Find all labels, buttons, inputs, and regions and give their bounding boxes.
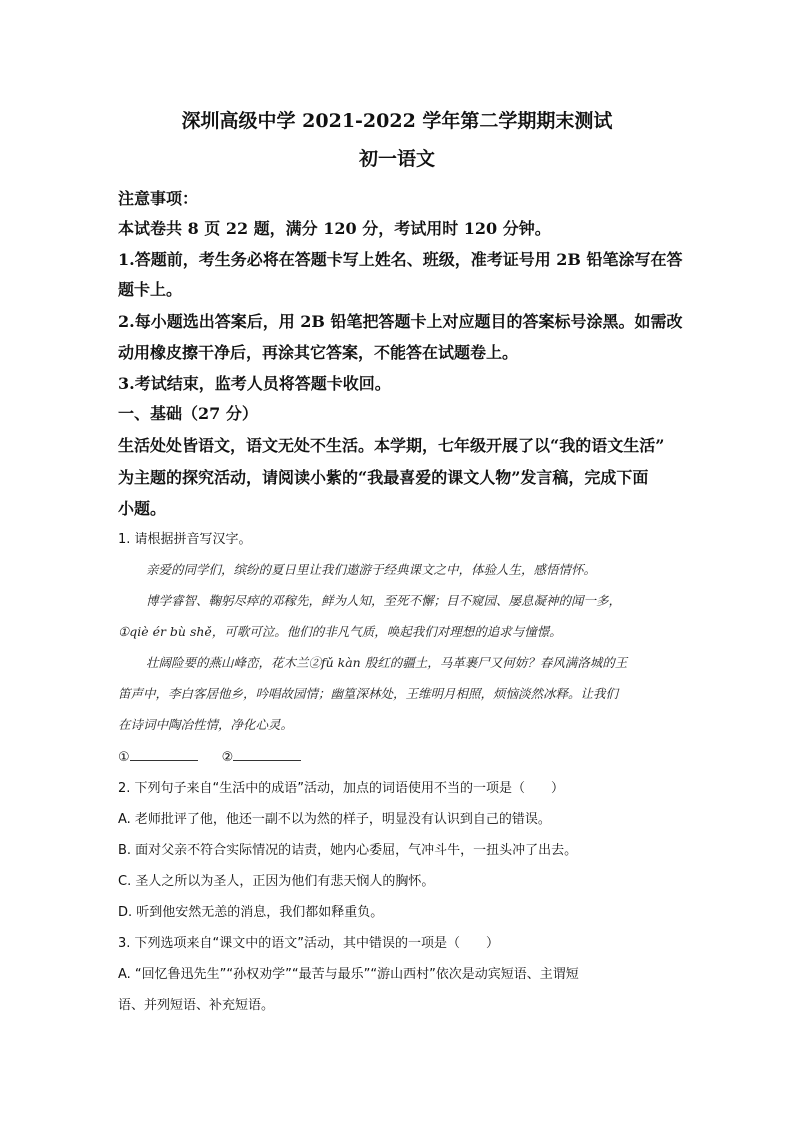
q2-stem: 2. 下列句子来自“生活中的成语”活动，加点的词语使用不当的一项是（ ） xyxy=(118,781,565,796)
q1-blank-2-label: ② xyxy=(221,750,234,765)
section-intro-1: 生活处处皆语文，语文无处不生活。本学期，七年级开展了以“我的语文生活” xyxy=(118,436,665,455)
exam-subject: 初一语文 xyxy=(358,148,435,170)
notes-item-1: 1.答题前，考生务必将在答题卡写上姓名、班级，准考证号用 2B 铅笔涂写在答 xyxy=(118,250,683,269)
section-intro-2: 为主题的探究活动，请阅读小紫的“我最喜爱的课文人物”发言稿，完成下面 xyxy=(118,468,649,487)
q3-option-a: A. “回忆鲁迅先生”“孙权劝学”“最苦与最乐”“游山西村”依次是动宾短语、主谓短 xyxy=(118,967,579,982)
q1-passage-p3-line1: 壮阔险要的燕山峰峦，花木兰②fǔ kàn 殷红的疆土，马革裹尸又何妨？春风满洛城的王 xyxy=(146,655,628,670)
q1-blank-1[interactable] xyxy=(130,748,198,761)
q1-passage-p3-line3: 在诗词中陶冶性情，净化心灵。 xyxy=(118,717,294,732)
q2-option-d: D. 听到他安然无恙的消息，我们都如释重负。 xyxy=(118,905,384,920)
section-heading: 一、基础（27 分） xyxy=(118,404,258,423)
q2-option-c: C. 圣人之所以为圣人，正因为他们有悲天悯人的胸怀。 xyxy=(118,874,435,889)
q1-passage-p2-line2: ①qiè ér bù shě，可歌可泣。他们的非凡气质，唤起我们对理想的追求与憧憬。 xyxy=(118,624,562,639)
q1-blank-2[interactable] xyxy=(233,748,301,761)
q1-stem: 1. 请根据拼音写汉字。 xyxy=(118,532,252,547)
q1-answer-blanks xyxy=(118,748,698,768)
notes-item-3: 3.考试结束，监考人员将答题卡收回。 xyxy=(118,374,391,393)
notes-heading: 注意事项： xyxy=(118,189,199,208)
notes-item-2: 2.每小题选出答案后，用 2B 铅笔把答题卡上对应题目的答案标号涂黑。如需改 xyxy=(118,312,683,331)
q3-option-a-cont: 语、并列短语、补充短语。 xyxy=(118,998,275,1013)
notes-item-2-cont: 动用橡皮擦干净后，再涂其它答案，不能答在试题卷上。 xyxy=(118,343,519,362)
q1-passage-p1: 亲爱的同学们，缤纷的夏日里让我们遨游于经典课文之中，体验人生，感悟情怀。 xyxy=(146,562,597,577)
notes-summary: 本试卷共 8 页 22 题，满分 120 分，考试用时 120 分钟。 xyxy=(118,219,551,238)
notes-item-1-cont: 题卡上。 xyxy=(118,280,183,299)
section-intro-3: 小题。 xyxy=(118,499,167,518)
q1-passage-p2-line1: 博学睿智、鞠躬尽瘁的邓稼先，鲜为人知，至死不懈；目不窥园、屡息凝神的闻一多， xyxy=(146,593,622,608)
q2-option-b: B. 面对父亲不符合实际情况的诘责，她内心委屈，气冲斗牛，一扭头冲了出去。 xyxy=(118,843,578,858)
q1-blank-1-label: ① xyxy=(118,750,130,765)
q2-option-a: A. 老师批评了他，他还一副不以为然的样子，明显没有认识到自己的错误。 xyxy=(118,812,551,827)
q3-stem: 3. 下列选项来自“课文中的语文”活动，其中错误的一项是（ ） xyxy=(118,936,500,951)
q1-passage-p3-line2: 笛声中，李白客居他乡，吟唱故园情；幽篁深林处，王维明月相照，烦恼淡然冰释。让我们 xyxy=(118,686,619,701)
exam-title: 深圳高级中学 2021-2022 学年第二学期期末测试 xyxy=(181,110,613,132)
